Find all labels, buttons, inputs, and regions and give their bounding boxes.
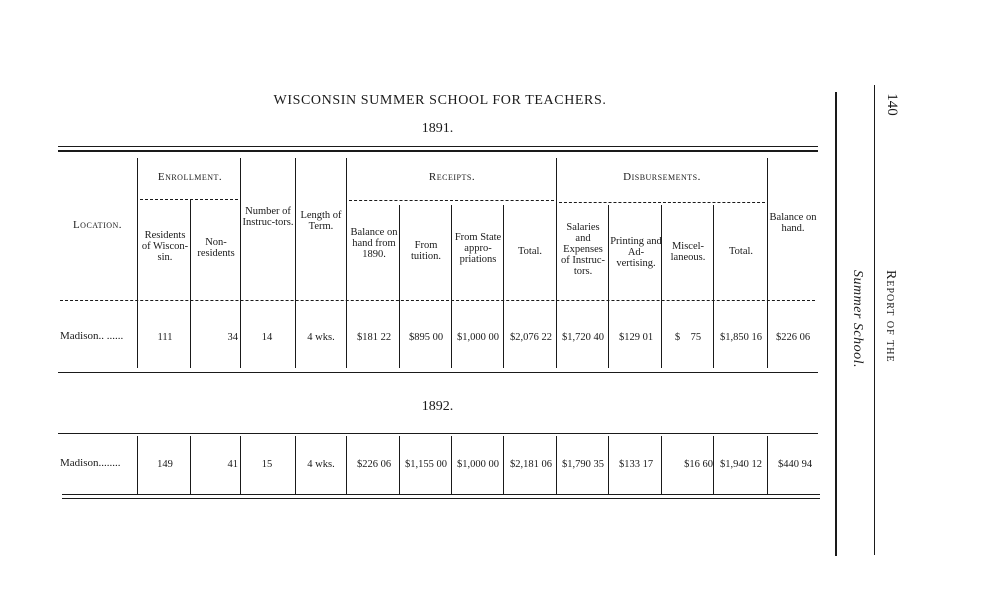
- col-rule: [295, 436, 296, 494]
- header-balance: Balance on hand.: [769, 212, 817, 234]
- cell-receipts-total: $2,181 06: [510, 459, 552, 470]
- cell-salaries: $1,790 35: [562, 459, 604, 470]
- header-state: From State appro-priations: [454, 232, 502, 265]
- table-top-rule-double: [58, 150, 818, 152]
- year-heading-1892: 1892.: [421, 399, 454, 414]
- col-rule: [451, 205, 452, 368]
- cell-nonresidents: 34: [227, 332, 238, 343]
- header-residents: Residents of Wiscon-sin.: [141, 230, 189, 263]
- cell-misc: $16 60: [684, 459, 713, 470]
- cell-term: 4 wks.: [307, 332, 335, 343]
- cell-nonresidents: 41: [227, 459, 238, 470]
- header-nonresidents: Non-residents: [197, 237, 235, 259]
- margin-rule-left: [835, 92, 837, 556]
- col-rule: [240, 158, 241, 368]
- col-rule: [295, 158, 296, 368]
- row-location: Madison.. ......: [60, 330, 124, 342]
- enrollment-rule: [140, 199, 238, 201]
- cell-disb-total: $1,940 12: [720, 459, 762, 470]
- cell-misc: $ 75: [674, 332, 702, 343]
- table-top-rule: [58, 146, 818, 147]
- cell-printing: $133 17: [618, 459, 654, 470]
- header-instructors: Number of Instruc-tors.: [242, 206, 294, 228]
- header-disb-total: Total.: [728, 246, 754, 257]
- header-balance-from: Balance on hand from 1890.: [350, 227, 398, 260]
- cell-balance-from: $226 06: [356, 459, 392, 470]
- col-rule: [713, 436, 714, 494]
- header-bottom-rule: [60, 300, 815, 302]
- header-misc: Miscel-laneous.: [670, 241, 706, 263]
- header-salaries: Salaries and Expenses of Instruc-tors.: [560, 222, 606, 277]
- col-rule: [608, 436, 609, 494]
- cell-tuition: $895 00: [408, 332, 444, 343]
- col-rule: [137, 158, 138, 368]
- cell-term: 4 wks.: [307, 459, 335, 470]
- receipts-rule: [349, 200, 554, 202]
- cell-disb-total: $1,850 16: [720, 332, 762, 343]
- page-number: 140: [883, 93, 900, 116]
- cell-residents: 149: [157, 459, 173, 470]
- cell-balance: $440 94: [777, 459, 813, 470]
- page-title: WISCONSIN SUMMER SCHOOL FOR TEACHERS.: [273, 93, 607, 108]
- running-subhead: Summer School.: [850, 270, 865, 368]
- cell-salaries: $1,720 40: [562, 332, 604, 343]
- disbursements-rule: [559, 202, 765, 204]
- table-bottom-rule: [62, 494, 820, 495]
- table-top-rule: [58, 433, 818, 434]
- col-rule: [503, 436, 504, 494]
- cell-balance-from: $181 22: [356, 332, 392, 343]
- cell-balance: $226 06: [775, 332, 811, 343]
- header-receipts: Receipts.: [428, 171, 476, 183]
- cell-instructors: 15: [261, 459, 273, 470]
- year-heading-1891: 1891.: [421, 121, 454, 136]
- col-rule: [451, 436, 452, 494]
- col-rule: [346, 436, 347, 494]
- col-rule: [346, 158, 347, 368]
- row-location: Madison........: [60, 457, 121, 469]
- header-location: Location.: [72, 219, 123, 231]
- header-printing: Printing and Ad-vertising.: [610, 236, 662, 269]
- header-disbursements: Disbursements.: [623, 171, 701, 183]
- col-rule: [713, 205, 714, 368]
- col-rule: [767, 436, 768, 494]
- cell-printing: $129 01: [618, 332, 654, 343]
- col-rule: [767, 158, 768, 368]
- header-term: Length of Term.: [300, 210, 342, 232]
- running-head: Report of the: [883, 270, 898, 363]
- header-tuition: From tuition.: [410, 240, 442, 262]
- col-rule: [137, 436, 138, 494]
- cell-receipts-total: $2,076 22: [510, 332, 552, 343]
- col-rule: [608, 205, 609, 368]
- table-bottom-rule: [58, 372, 818, 373]
- margin-rule-right: [874, 85, 875, 555]
- cell-state: $1,000 00: [457, 459, 499, 470]
- cell-instructors: 14: [261, 332, 273, 343]
- header-enrollment: Enrollment.: [157, 171, 223, 183]
- header-receipts-total: Total.: [517, 246, 543, 257]
- cell-residents: 111: [157, 332, 173, 343]
- table-bottom-rule-double: [62, 498, 820, 499]
- col-rule: [503, 205, 504, 368]
- col-rule: [240, 436, 241, 494]
- cell-state: $1,000 00: [457, 332, 499, 343]
- cell-tuition: $1,155 00: [405, 459, 447, 470]
